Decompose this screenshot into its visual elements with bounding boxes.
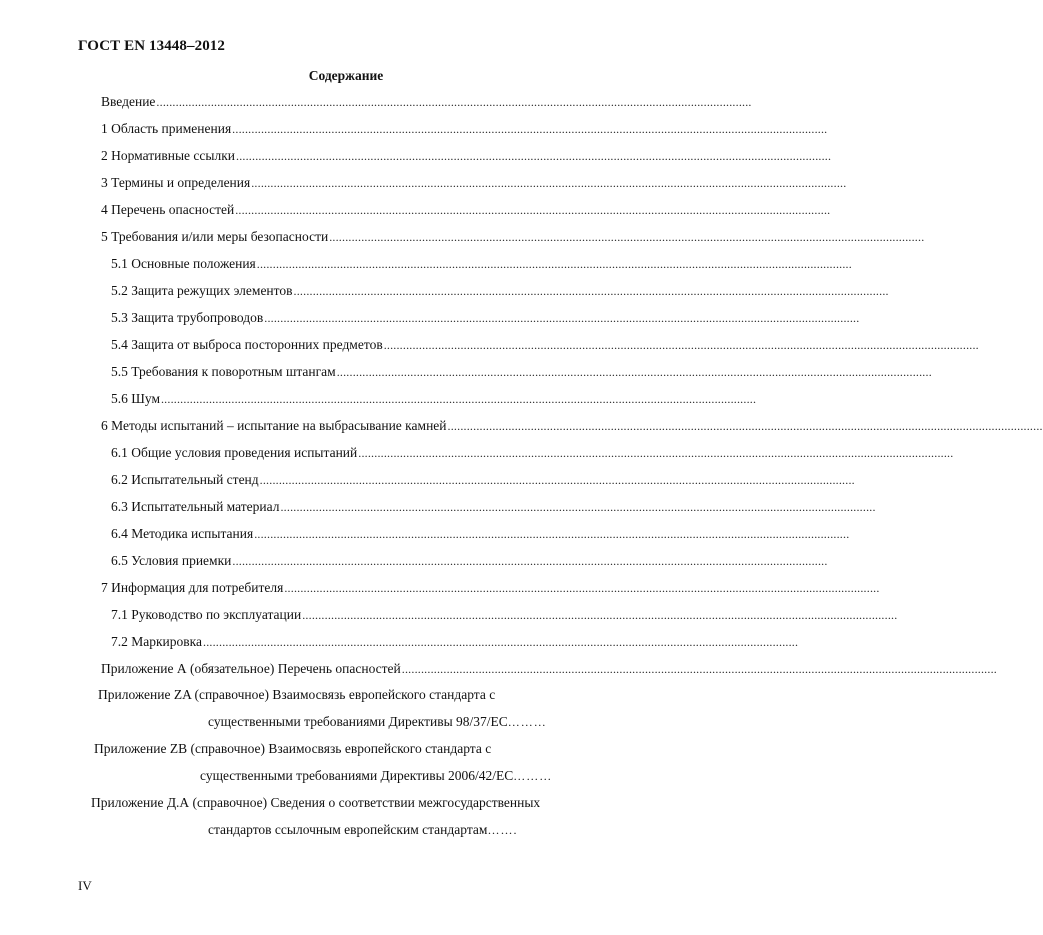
toc-entry-section-5-4[interactable]: [111, 337, 979, 355]
toc-entry-label: 4 Перечень опасностей: [101, 202, 235, 217]
toc-entry-label: 6.1 Общие условия проведения испытаний: [111, 445, 358, 460]
toc-entry-annex-zb-line1[interactable]: Приложение ZB (справочное) Взаимосвязь европейского стандарта с: [94, 741, 492, 756]
toc-entry-label: 6 Методы испытаний – испытание на выбрасывание камней: [101, 418, 447, 433]
toc-entry-label: 7.2 Маркировка: [111, 634, 202, 649]
toc-entry-section-6-3[interactable]: [111, 499, 876, 517]
dot-leader: ..........................................................................................................................................................................................: [302, 608, 898, 622]
dot-leader: ..........................................................................................................................................................................................: [293, 284, 889, 298]
toc-entry-label: 5.5 Требования к поворотным штангам: [111, 364, 336, 379]
toc-entry-section-4[interactable]: [101, 202, 831, 220]
dot-leader: …….: [487, 823, 518, 837]
toc-entry-section-5-6[interactable]: [111, 391, 757, 409]
dot-leader: ..........................................................................................................................................................................................: [235, 203, 831, 217]
toc-entry-label: 5.3 Защита трубопроводов: [111, 310, 264, 325]
toc-entry-label: 6.5 Условия приемки: [111, 553, 232, 568]
toc-entry-section-6-4[interactable]: [111, 526, 850, 544]
dot-leader: ..........................................................................................................................................................................................: [280, 500, 876, 514]
dot-leader: ..........................................................................................................................................................................................: [284, 581, 880, 595]
toc-entry-section-6[interactable]: [101, 418, 1043, 436]
dot-leader: ..........................................................................................................................................................................................: [254, 527, 850, 541]
toc-title: Содержание: [308, 68, 384, 83]
toc-entry-label: Введение: [101, 94, 156, 109]
dot-leader: ..........................................................................................................................................................................................: [336, 365, 932, 379]
toc-entry-section-2[interactable]: [101, 148, 832, 166]
toc-entry-section-6-5[interactable]: [111, 553, 828, 571]
toc-entry-label: 3 Термины и определения: [101, 175, 251, 190]
toc-entry-label: 1 Область применения: [101, 121, 232, 136]
toc-entry-section-5[interactable]: [101, 229, 925, 247]
toc-entry-section-1[interactable]: [101, 121, 828, 139]
standard-header: ГОСТ EN 13448–2012: [78, 38, 225, 54]
page-number: IV: [78, 878, 92, 893]
dot-leader: ..........................................................................................................................................................................................: [232, 122, 828, 136]
toc-entry-section-5-2[interactable]: [111, 283, 889, 301]
toc-entry-section-7-2[interactable]: [111, 634, 799, 652]
dot-leader: ..........................................................................................................................................................................................: [203, 635, 799, 649]
toc-entry-annex-zb-line2[interactable]: [200, 768, 552, 784]
toc-entry-annex-da-line2[interactable]: [208, 822, 517, 838]
toc-entry-label: 5.1 Основные положения: [111, 256, 256, 271]
toc-entry-annex-da-line1[interactable]: Приложение Д.А (справочное) Сведения о соответствии межгосударственных: [91, 795, 541, 810]
toc-entry-section-7[interactable]: [101, 580, 880, 598]
toc-entry-section-3[interactable]: [101, 175, 847, 193]
toc-entry-label: 6.4 Методика испытания: [111, 526, 254, 541]
dot-leader: ..........................................................................................................................................................................................: [383, 338, 979, 352]
dot-leader: ………: [513, 769, 553, 783]
toc-entry-label: 7.1 Руководство по эксплуатации: [111, 607, 302, 622]
dot-leader: ………: [507, 715, 547, 729]
dot-leader: ..........................................................................................................................................................................................: [251, 176, 847, 190]
dot-leader: ..........................................................................................................................................................................................: [156, 95, 752, 109]
dot-leader: ..........................................................................................................................................................................................: [401, 662, 997, 676]
toc-entry-label: 6.2 Испытательный стенд: [111, 472, 259, 487]
toc-entry-label: 2 Нормативные ссылки: [101, 148, 235, 163]
toc-entry-section-5-5[interactable]: [111, 364, 932, 382]
toc-entry-section-7-1[interactable]: [111, 607, 898, 625]
toc-entry-section-6-1[interactable]: [111, 445, 954, 463]
toc-entry-label: 5 Требования и/или меры безопасности: [101, 229, 329, 244]
dot-leader: ..........................................................................................................................................................................................: [160, 392, 757, 406]
toc-entry-introduction[interactable]: [101, 94, 752, 112]
dot-leader: ..........................................................................................................................................................................................: [236, 149, 832, 163]
dot-leader: ..........................................................................................................................................................................................: [264, 311, 860, 325]
toc-entry-label: 5.4 Защита от выброса посторонних предметов: [111, 337, 383, 352]
toc-entry-annex-za-line2[interactable]: [208, 714, 547, 730]
toc-entry-label: существенными требованиями Директивы 2006/42/ЕС: [200, 768, 514, 783]
dot-leader: ..........................................................................................................................................................................................: [256, 257, 852, 271]
dot-leader: ..........................................................................................................................................................................................: [329, 230, 925, 244]
dot-leader: ..........................................................................................................................................................................................: [232, 554, 828, 568]
toc-entry-label: стандартов ссылочным европейским стандартам: [208, 822, 488, 837]
toc-entry-label: 5.6 Шум: [111, 391, 160, 406]
toc-entry-label: 7 Информация для потребителя: [101, 580, 284, 595]
toc-entry-label: 5.2 Защита режущих элементов: [111, 283, 293, 298]
toc-entry-annex-a[interactable]: [101, 661, 997, 679]
toc-entry-annex-za-line1[interactable]: Приложение ZA (справочное) Взаимосвязь европейского стандарта с: [98, 687, 496, 702]
toc-entry-section-5-1[interactable]: [111, 256, 852, 274]
dot-leader: ..........................................................................................................................................................................................: [358, 446, 954, 460]
toc-entry-section-5-3[interactable]: [111, 310, 860, 328]
toc-entry-label: Приложение А (обязательное) Перечень опасностей: [101, 661, 401, 676]
toc-entry-label: существенными требованиями Директивы 98/37/ЕС: [208, 714, 508, 729]
dot-leader: ..........................................................................................................................................................................................: [447, 419, 1043, 433]
dot-leader: ..........................................................................................................................................................................................: [259, 473, 855, 487]
toc-entry-section-6-2[interactable]: [111, 472, 855, 490]
toc-entry-label: 6.3 Испытательный материал: [111, 499, 280, 514]
